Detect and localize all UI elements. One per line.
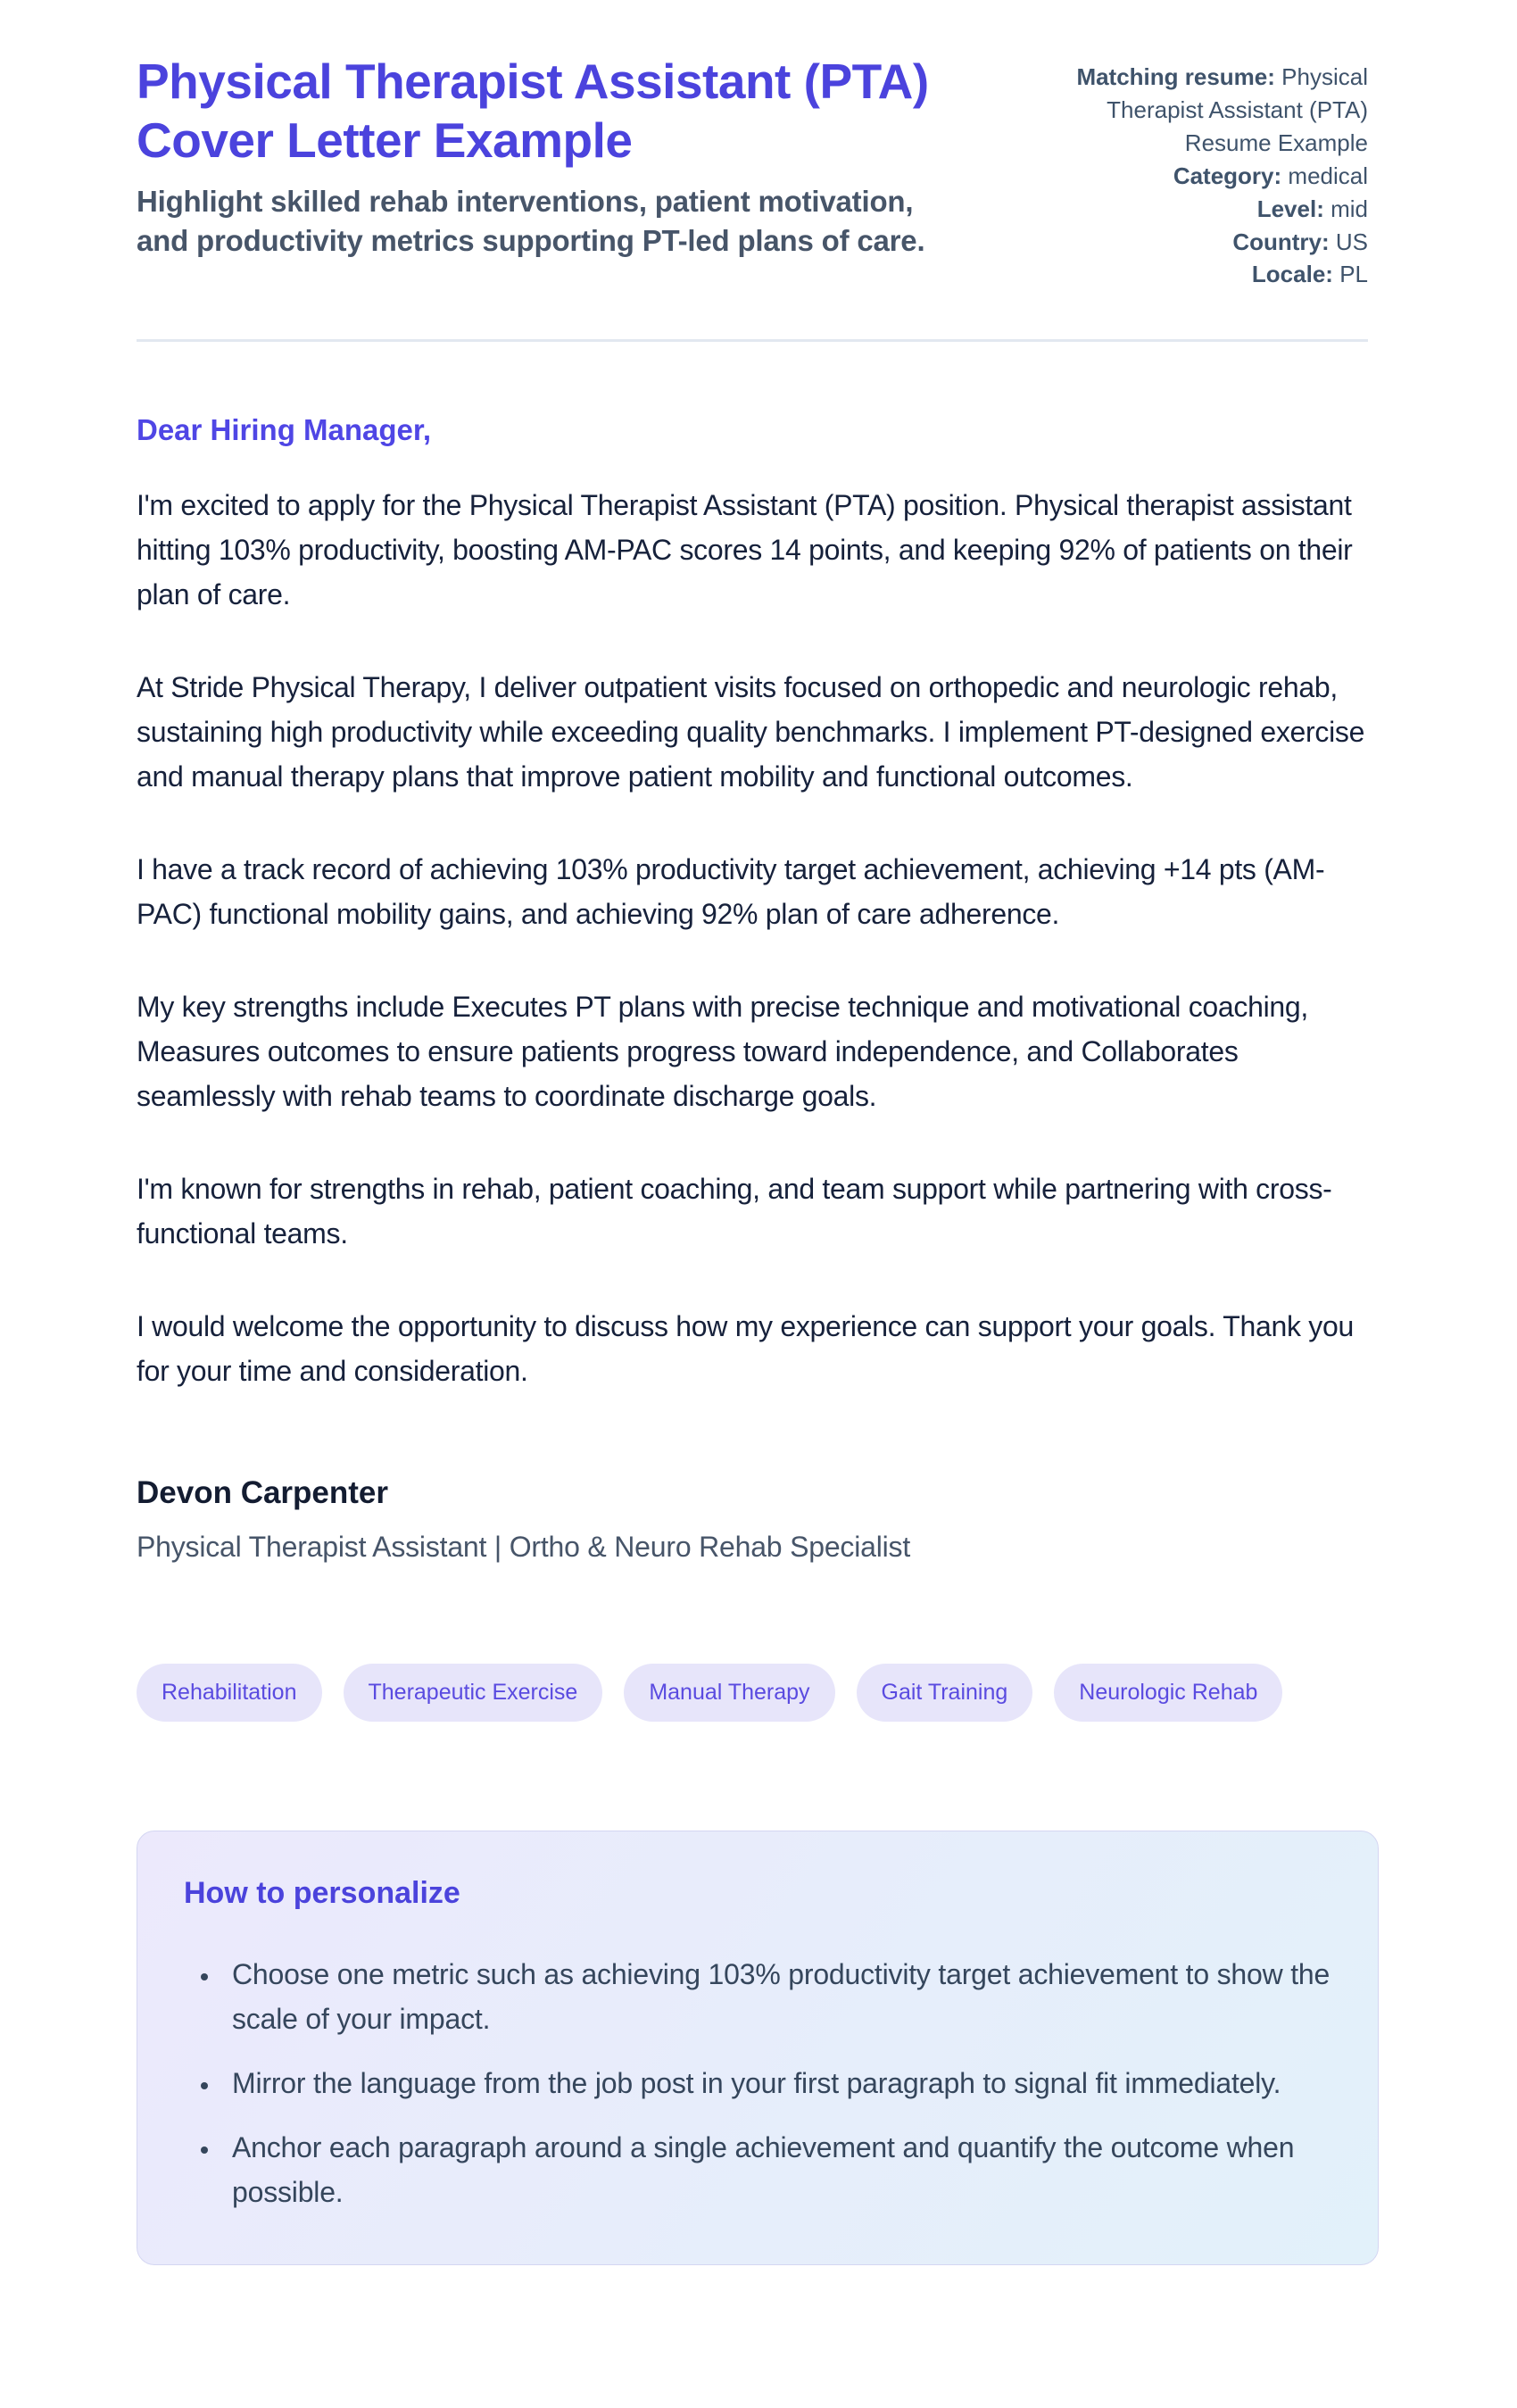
meta-row <box>1047 193 1368 226</box>
letter-paragraph: I'm known for strengths in rehab, patient coaching, and team support while partnering with cross-functional teams. <box>137 1173 1332 1250</box>
signature-name: Devon Carpenter <box>137 1475 389 1511</box>
tag-chip[interactable]: Rehabilitation <box>137 1664 322 1722</box>
signature-role: Physical Therapist Assistant | Ortho & Neuro Rehab Specialist <box>137 1531 911 1564</box>
meta-value: medical <box>1288 162 1368 189</box>
tips-item: • Mirror the language from the job post in your first paragraph to signal fit immediately. <box>221 2061 1331 2105</box>
tag-chip[interactable]: Neurologic Rehab <box>1054 1664 1282 1722</box>
letter-paragraph: I have a track record of achieving 103% productivity target achievement, achieving +14 pts (AM-PAC) functional mobility gains, and achieving 92% plan of care adherence. <box>137 853 1325 931</box>
meta-label: Level: <box>1256 195 1324 222</box>
tag-chip[interactable]: Therapeutic Exercise <box>344 1664 603 1722</box>
meta-label: Country: <box>1232 228 1330 255</box>
tag-chip[interactable]: Manual Therapy <box>624 1664 834 1722</box>
meta-label: Locale: <box>1251 261 1333 288</box>
letter-paragraph: I'm excited to apply for the Physical Therapist Assistant (PTA) position. Physical therapist assistant hitting 103% productivity, boosting AM-PAC scores 14 points, and keeping 92% of patients on their plan of care. <box>137 489 1353 611</box>
tag-chip[interactable]: Gait Training <box>857 1664 1033 1722</box>
header-divider <box>137 339 1368 342</box>
page-subtitle: Highlight skilled rehab interventions, patient motivation, and productivity metrics supporting PT-led plans of care. <box>137 185 925 257</box>
personalize-tips-card <box>137 1831 1379 2265</box>
meta-row <box>1047 258 1368 291</box>
cover-letter-body <box>137 413 1368 1564</box>
meta-label: Matching resume: <box>1076 63 1275 90</box>
page-title: Physical Therapist Assistant (PTA) Cover Letter Example <box>137 54 929 168</box>
tags-row <box>137 1664 1368 1722</box>
letter-paragraphs <box>137 483 1368 1393</box>
meta-value: PL <box>1339 261 1368 288</box>
meta-value: mid <box>1330 195 1368 222</box>
signature-block <box>137 1475 1368 1564</box>
letter-greeting: Dear Hiring Manager, <box>137 413 432 447</box>
tips-title: How to personalize <box>184 1876 460 1911</box>
tips-list <box>184 1952 1331 2214</box>
letter-paragraph: At Stride Physical Therapy, I deliver outpatient visits focused on orthopedic and neurologic rehab, sustaining high productivity while exceeding quality benchmarks. I implement PT-designed exercise and manual therapy plans that improve patient mobility and functional outcomes. <box>137 671 1365 793</box>
tips-item: • Anchor each paragraph around a single achievement and quantify the outcome when possible. <box>221 2125 1331 2214</box>
page-header <box>137 52 1368 291</box>
letter-paragraph: My key strengths include Executes PT plans with precise technique and motivational coaching, Measures outcomes to ensure patients progress toward independence, and Collaborates seamlessly with rehab teams to coordinate discharge goals. <box>137 991 1308 1113</box>
meta-row <box>1047 61 1368 160</box>
letter-paragraph: I would welcome the opportunity to discuss how my experience can support your goals. Thank you for your time and consideration. <box>137 1310 1354 1388</box>
meta-panel <box>1047 61 1368 291</box>
meta-value: Physical Therapist Assistant (PTA) Resume Example <box>1107 63 1368 156</box>
meta-row <box>1047 226 1368 259</box>
header-title-block <box>137 52 1011 261</box>
meta-label: Category: <box>1173 162 1282 189</box>
meta-value: US <box>1335 228 1368 255</box>
meta-row <box>1047 160 1368 193</box>
tips-item: • Choose one metric such as achieving 103% productivity target achievement to show the scale of your impact. <box>221 1952 1331 2041</box>
